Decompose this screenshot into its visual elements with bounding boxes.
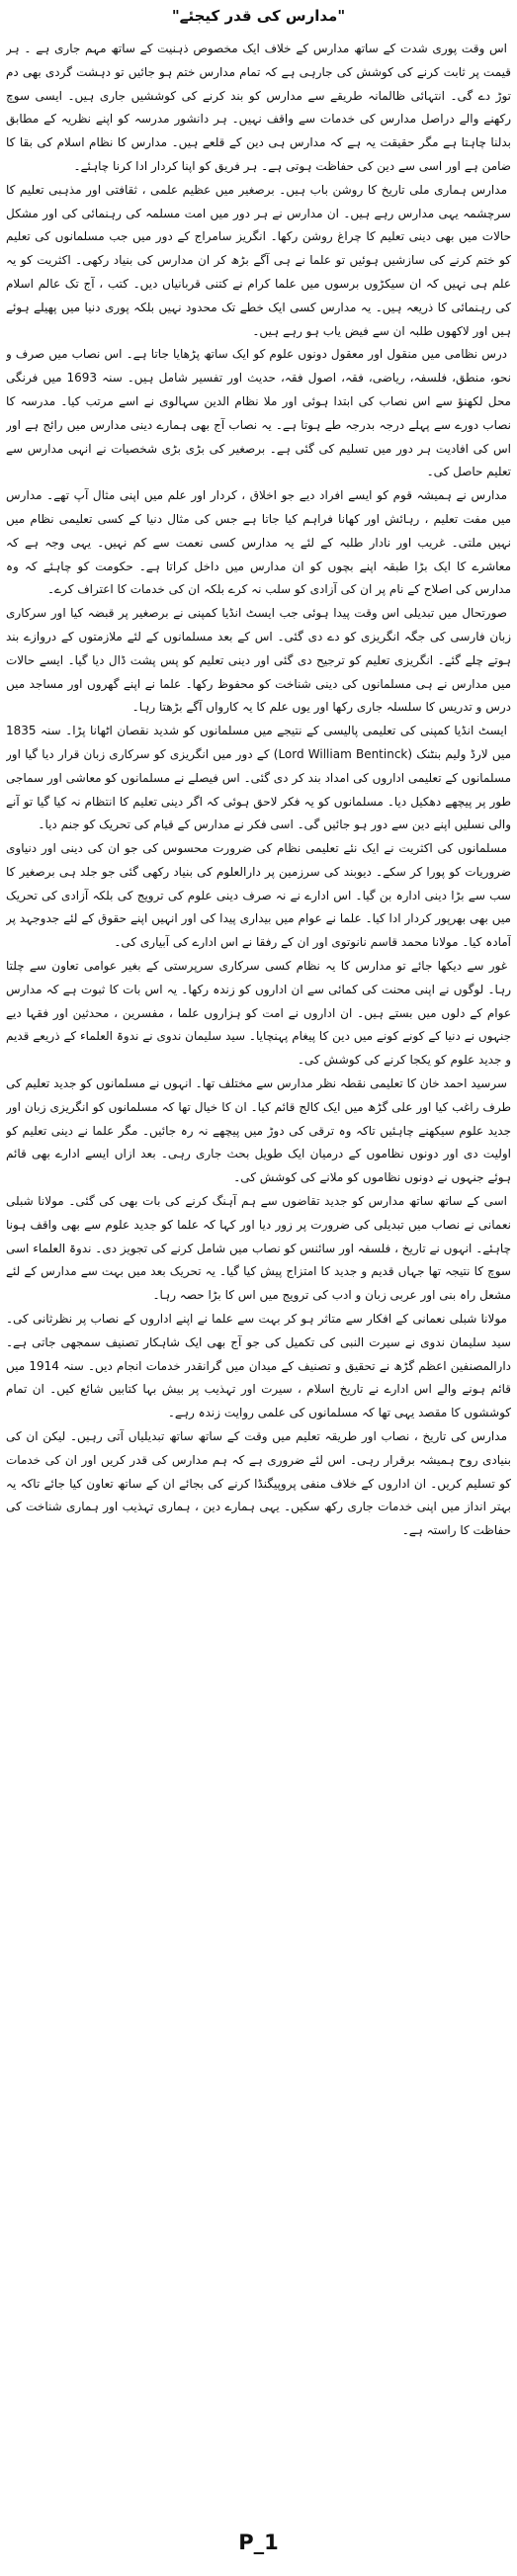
article-paragraph: صورتحال میں تبدیلی اس وقت پیدا ہوئی جب ایسٹ انڈیا کمپنی نے برصغیر پر قبضہ کیا اور سرکاری زبان فارسی کی جگہ انگریزی کو دے دی گئی۔ اس کے بعد مسلمانوں کے لئے ملازمتوں کے دروازے بند ہوتے چلے گئے۔ انگریزی تعلیم کو ترجیح دی گئی اور دینی تعلیم کو پس پشت ڈال دیا گیا۔ ایسے حالات میں مدارس نے ہی مسلمانوں کی دینی شناخت کو محفوظ رکھا۔ علما نے اپنے گھروں اور مساجد میں درس و تدریس کا سلسلہ جاری رکھا اور یوں علم کا یہ کارواں آگے بڑھتا رہا۔ [6, 606, 511, 715]
article-title: "مدارس کی قدر کیجئے" [171, 7, 346, 25]
article-paragraph: اس وقت پوری شدت کے ساتھ مدارس کے خلاف ایک مخصوص ذہنیت کے ساتھ مہم جاری ہے ۔ ہر قیمت پر ثابت کرنے کی کوشش کی جارہی ہے کہ تمام مدارس ختم ہو جائیں تو دہشت گردی بھی دم توڑ دے گی۔ انتہائی ظالمانہ طریقے سے مدارس کو بند کرنے کی کوششیں جاری ہیں۔ ایسی سوچ رکھنے والے دراصل مدارس کی خدمات سے واقف نہیں۔ ہر دانشور مدرسہ کو اپنے نظریہ کے مطابق بدلنا چاہتا ہے مگر حقیقت یہ ہے کہ مدارس ہی دین کے قلعے ہیں۔ مدارس کا نظام اسلام کی بقا کا ضامن ہے اور اسی سے دین کی حفاظت ہوتی ہے۔ ہر فریق کو اپنا کردار ادا کرنا چاہئے۔ [6, 42, 511, 173]
article-paragraph: مدارس نے ہمیشہ قوم کو ایسے افراد دیے جو اخلاق ، کردار اور علم میں اپنی مثال آپ تھے۔ مدارس میں مفت تعلیم ، رہائش اور کھانا فراہم کیا جاتا ہے جس کی مثال دنیا کے کسی تعلیمی نظام میں نہیں ملتی۔ غریب اور نادار طلبہ کے لئے یہ مدارس کسی نعمت سے کم نہیں۔ یہی وجہ ہے کہ معاشرے کا ایک بڑا طبقہ اپنے بچوں کو ان مدارس میں داخل کراتا ہے۔ حکومت کو چاہئے کہ وہ مدارس کی اصلاح کے نام پر ان کی آزادی کو سلب نہ کرے بلکہ ان کی خدمات کا اعتراف کرے۔ [6, 488, 511, 597]
article-paragraph: ایسٹ انڈیا کمپنی کی تعلیمی پالیسی کے نتیجے میں مسلمانوں کو شدید نقصان اٹھانا پڑا۔ سنہ 1835 میں لارڈ ولیم بنٹنک (Lord William Bentinck) کے دور میں انگریزی کو سرکاری زبان قرار دیا گیا اور مسلمانوں کے تعلیمی اداروں کی امداد بند کر دی گئی۔ اس فیصلے نے مسلمانوں کو معاشی اور سماجی طور پر پیچھے دھکیل دیا۔ مسلمانوں کو یہ فکر لاحق ہوئی کہ اگر دینی تعلیم کا انتظام نہ کیا گیا تو آنے والی نسلیں اپنے دین سے دور ہو جائیں گی۔ اسی فکر نے مدارس کے قیام کی تحریک کو جنم دیا۔ [6, 724, 511, 832]
article-paragraph: درس نظامی میں منقول اور معقول دونوں علوم کو ایک ساتھ پڑھایا جاتا ہے۔ اس نصاب میں صرف و نحو، منطق، فلسفہ، ریاضی، فقہ، اصول فقہ، حدیث اور تفسیر شامل ہیں۔ سنہ 1693 میں فرنگی محل لکھنؤ سے اس نصاب کی ابتدا ہوئی اور ملا نظام الدین سہالوی نے اسے مرتب کیا۔ مدرسہ کا نصاب دورے سے پہلے درجہ بدرجہ طے ہوتا ہے۔ یہ نصاب آج بھی ہمارے دینی مدارس میں رائج ہے اور اس کی افادیت ہر دور میں تسلیم کی گئی ہے۔ برصغیر کی بڑی بڑی شخصیات نے انہی مدارس سے تعلیم حاصل کی۔ [6, 347, 511, 479]
article-body [6, 38, 511, 2521]
article-paragraph: مدارس کی تاریخ ، نصاب اور طریقہ تعلیم میں وقت کے ساتھ ساتھ تبدیلیاں آتی رہیں۔ لیکن ان کی بنیادی روح ہمیشہ برقرار رہی۔ اس لئے ضروری ہے کہ ہم مدارس کی قدر کریں اور ان کی خدمات کو تسلیم کریں۔ ان اداروں کے خلاف منفی پروپیگنڈا کرنے کی بجائے ان کے ساتھ تعاون کیا جائے تاکہ یہ بہتر انداز میں اپنی خدمات جاری رکھ سکیں۔ یہی ہمارے دین ، ہماری تہذیب اور ہماری شناخت کی حفاظت کا راستہ ہے۔ [6, 1429, 511, 1538]
article-paragraph: غور سے دیکھا جائے تو مدارس کا یہ نظام کسی سرکاری سرپرستی کے بغیر عوامی تعاون سے چلتا رہا۔ لوگوں نے اپنی محنت کی کمائی سے ان اداروں کو زندہ رکھا۔ یہ اس بات کا ثبوت ہے کہ مدارس عوام کے دلوں میں بستے ہیں۔ ان اداروں نے امت کو ہزاروں علما ، مفسرین ، محدثین اور فقہا دیے جنہوں نے دنیا کے کونے کونے میں دین کا پیغام پہنچایا۔ سید سلیمان ندوی نے ندوۃ العلماء کے ذریعے قدیم و جدید علوم کو یکجا کرنے کی کوشش کی۔ [6, 959, 511, 1068]
article-paragraph: اسی کے ساتھ ساتھ مدارس کو جدید تقاضوں سے ہم آہنگ کرنے کی بات بھی کی گئی۔ مولانا شبلی نعمانی نے نصاب میں تبدیلی کی ضرورت پر زور دیا اور کہا کہ علما کو جدید علوم سے بھی واقف ہونا چاہئے۔ انہوں نے تاریخ ، فلسفہ اور سائنس کو نصاب میں شامل کرنے کی تجویز دی۔ ندوۃ العلماء اسی سوچ کا نتیجہ تھا جہاں قدیم و جدید کا امتزاج پیش کیا گیا۔ یہ تحریک بعد میں بہت سے مدارس کے لئے مشعل راہ بنی اور عربی زبان و ادب کی ترویج میں اس کا بڑا حصہ رہا۔ [6, 1194, 511, 1303]
page-number-label: P_1 [238, 2531, 279, 2554]
article-paragraph: مولانا شبلی نعمانی کے افکار سے متاثر ہو کر بہت سے علما نے اپنے اداروں کے نصاب پر نظرثانی کی۔ سید سلیمان ندوی نے سیرت النبی کی تکمیل کی جو آج بھی ایک شاہکار تصنیف سمجھی جاتی ہے۔ دارالمصنفین اعظم گڑھ نے تحقیق و تصنیف کے میدان میں گرانقدر خدمات انجام دیں۔ سنہ 1914 میں قائم ہونے والے اس ادارے نے تاریخ اسلام ، سیرت اور تہذیب پر بیش بہا کتابیں شائع کیں۔ ان تمام کوششوں کا مقصد یہی تھا کہ مسلمانوں کی علمی روایت زندہ رہے۔ [6, 1312, 511, 1420]
article-paragraph: سرسید احمد خان کا تعلیمی نقطہ نظر مدارس سے مختلف تھا۔ انہوں نے مسلمانوں کو جدید تعلیم کی طرف راغب کیا اور علی گڑھ میں ایک کالج قائم کیا۔ ان کا خیال تھا کہ مسلمانوں کو انگریزی زبان اور جدید علوم سیکھنے چاہئیں تاکہ وہ ترقی کی دوڑ میں پیچھے نہ رہ جائیں۔ مگر علما نے دینی تعلیم کو اولیت دی اور دونوں نظاموں کے درمیان ایک طویل بحث جاری رہی۔ بعد ازاں ایسے ادارے بھی قائم ہوئے جنہوں نے دونوں نظاموں کو ملانے کی کوشش کی۔ [6, 1076, 511, 1185]
article-paragraph: مدارس ہماری ملی تاریخ کا روشن باب ہیں۔ برصغیر میں عظیم علمی ، ثقافتی اور مذہبی تعلیم کا سرچشمہ یہی مدارس رہے ہیں۔ ان مدارس نے ہر دور میں امت مسلمہ کی رہنمائی کی اور مشکل حالات میں بھی دینی تعلیم کا چراغ روشن رکھا۔ انگریز سامراج کے دور میں جب مسلمانوں کی تعلیم کو ختم کرنے کی سازشیں ہوئیں تو علما نے ہی آگے بڑھ کر ان مدارس کی بنیاد رکھی۔ اکثریت کو یہ علم ہی نہیں کہ ان سیکڑوں برسوں میں علما کرام نے کتنی قربانیاں دیں۔ کتب ، آج تک عالم اسلام کی رہنمائی کا ذریعہ ہیں۔ یہ مدارس کسی ایک خطے تک محدود نہیں بلکہ پوری دنیا میں پھیلے ہوئے ہیں اور لاکھوں طلبہ ان سے فیض یاب ہو رہے ہیں۔ [6, 182, 511, 338]
article-paragraph: مسلمانوں کی اکثریت نے ایک نئے تعلیمی نظام کی ضرورت محسوس کی جو ان کی دینی اور دنیاوی ضروریات کو پورا کر سکے۔ دیوبند کی سرزمین پر دارالعلوم کی بنیاد رکھی گئی جو جلد ہی برصغیر کا سب سے بڑا دینی ادارہ بن گیا۔ اس ادارے نے نہ صرف دینی علوم کی ترویج کی بلکہ آزادی کی تحریک میں بھی بھرپور کردار ادا کیا۔ علما نے عوام میں بیداری پیدا کی اور انہیں اپنے حقوق کے لئے جدوجہد پر آمادہ کیا۔ مولانا محمد قاسم نانوتوی اور ان کے رفقا نے اس ادارے کی آبیاری کی۔ [6, 841, 511, 950]
